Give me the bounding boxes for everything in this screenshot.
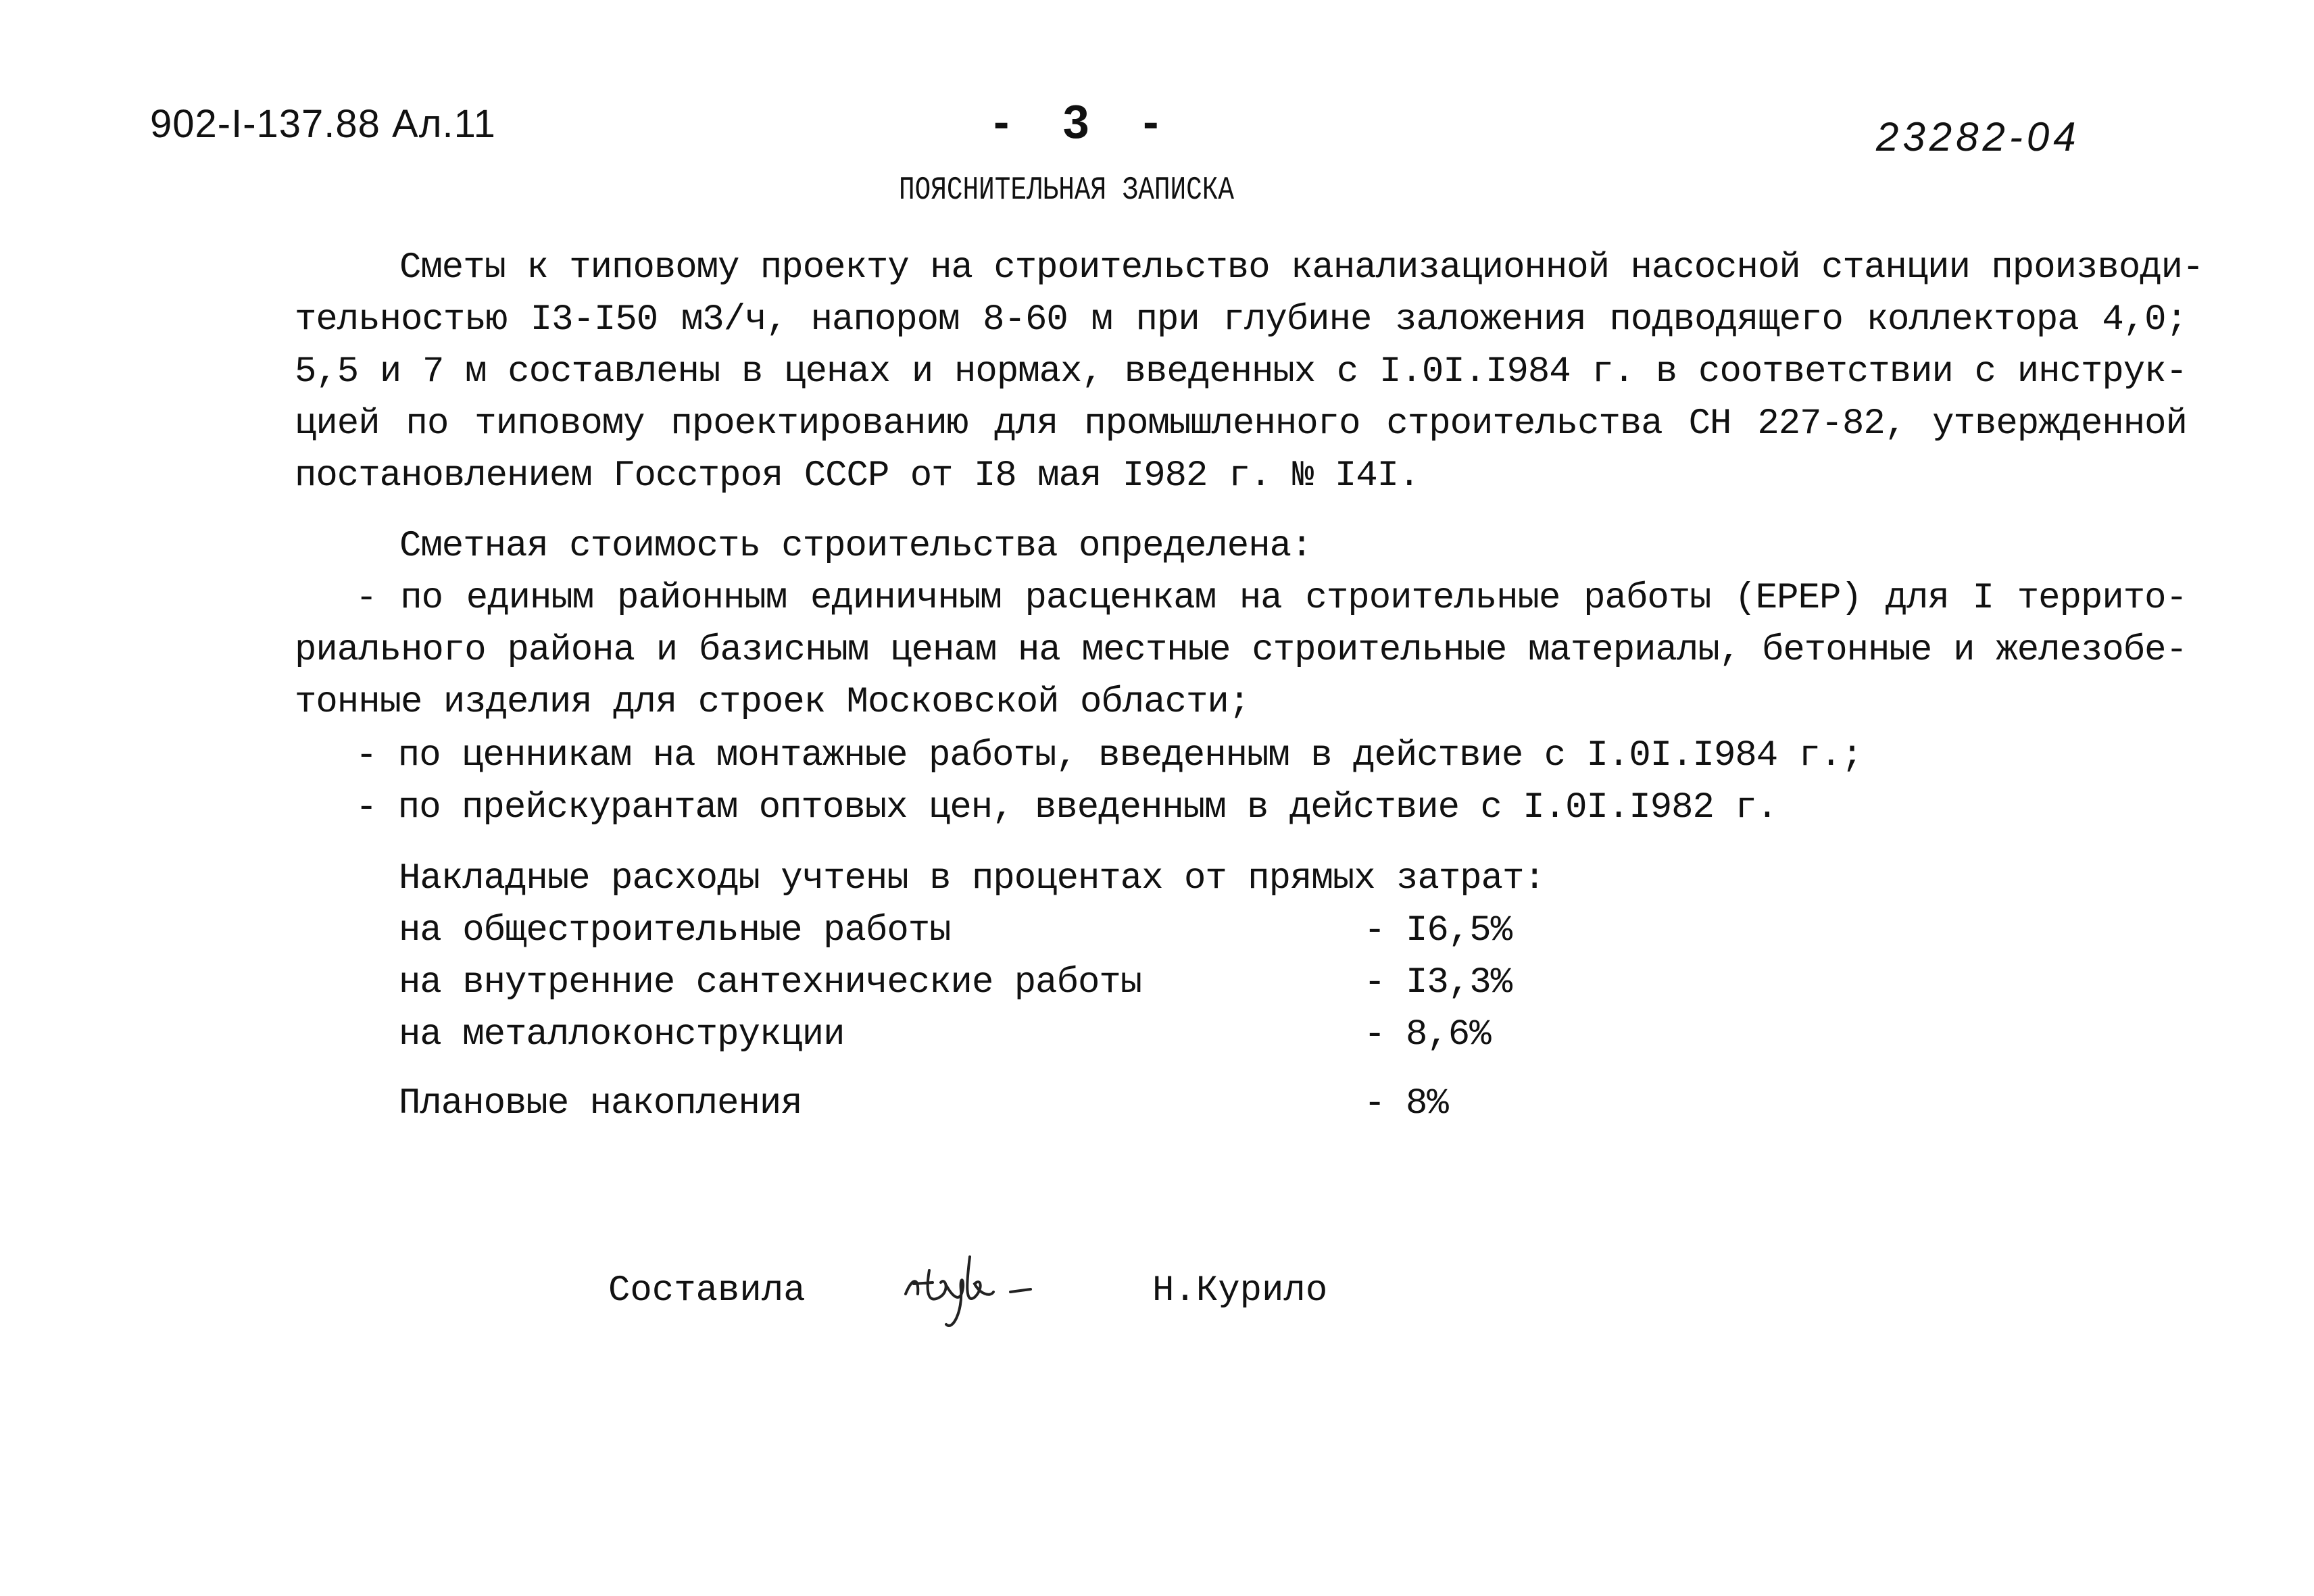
signatory-name: Н.Курило (1152, 1270, 1328, 1312)
overhead-intro-text: Накладные расходы учтены в процентах от прямых затрат: (399, 858, 1545, 899)
document-title: ПОЯСНИТЕЛЬНАЯ ЗАПИСКА (899, 172, 1235, 209)
overhead-value: I6,5% (1406, 910, 1512, 951)
paragraph-estimates (295, 242, 2204, 502)
overhead-row (399, 957, 1615, 1009)
overhead-table (399, 853, 1615, 1130)
bullet-line: тонные изделия для строек Московской области; (295, 682, 1250, 723)
bullet-mounting-prices: - по ценникам на монтажные работы, введенным в действие с I.0I.I984 г.; (355, 735, 1863, 776)
planned-savings-label: Плановые накопления (399, 1083, 802, 1124)
archive-number: 23282-04 (1876, 114, 2080, 159)
paragraph-intro: Сметная стоимость строительства определена: (399, 526, 1312, 567)
bullet-line: риального района и базисным ценам на местные строительные материалы, бетонные и железобе- (295, 630, 2187, 671)
document-code: 902-I-137.88 Ал.11 (150, 102, 496, 146)
paragraph-line: тельностью I3-I50 м3/ч, напором 8-60 м при глубине заложения подводящего коллектора 4,0; (295, 299, 2187, 341)
overhead-value: I3,3% (1406, 962, 1512, 1003)
overhead-intro (399, 853, 1615, 905)
planned-savings-value: 8% (1406, 1083, 1448, 1124)
paragraph-line: постановлением Госстроя СССР от I8 мая I982 г. № I4I. (295, 455, 1420, 497)
overhead-label: на общестроительные работы (399, 910, 951, 951)
planned-savings-row (399, 1078, 1615, 1130)
planned-savings-dash: - (1364, 1083, 1385, 1124)
paragraph-cost (295, 520, 2187, 728)
spacer (399, 1061, 1615, 1078)
overhead-row (399, 905, 1615, 957)
overhead-row (399, 1009, 1615, 1061)
overhead-label: на металлоконструкции (399, 1014, 845, 1055)
handwritten-signature (899, 1230, 1075, 1331)
signature-label: Составила (608, 1270, 806, 1312)
bullet-line: - по единым районным единичным расценкам на строительные работы (ЕРЕР) для I террито- (355, 578, 2187, 619)
paragraph-line: Сметы к типовому проекту на строительство канализационной насосной станции производи- (399, 247, 2204, 289)
overhead-label: на внутренние сантехнические работы (399, 962, 1142, 1003)
overhead-dash: - (1364, 1014, 1385, 1055)
page-number: - 3 - (993, 95, 1179, 148)
overhead-dash: - (1364, 910, 1385, 951)
paragraph-line: цией по типовому проектированию для промышленного строительства СН 227-82, утвержденной (295, 403, 2187, 445)
paragraph-line: 5,5 и 7 м составлены в ценах и нормах, введенных с I.0I.I984 г. в соответствии с инструк- (295, 351, 2187, 393)
overhead-value: 8,6% (1406, 1014, 1491, 1055)
overhead-dash: - (1364, 962, 1385, 1003)
bullet-wholesale-prices: - по прейскурантам оптовых цен, введенным в действие с I.0I.I982 г. (355, 787, 1778, 828)
